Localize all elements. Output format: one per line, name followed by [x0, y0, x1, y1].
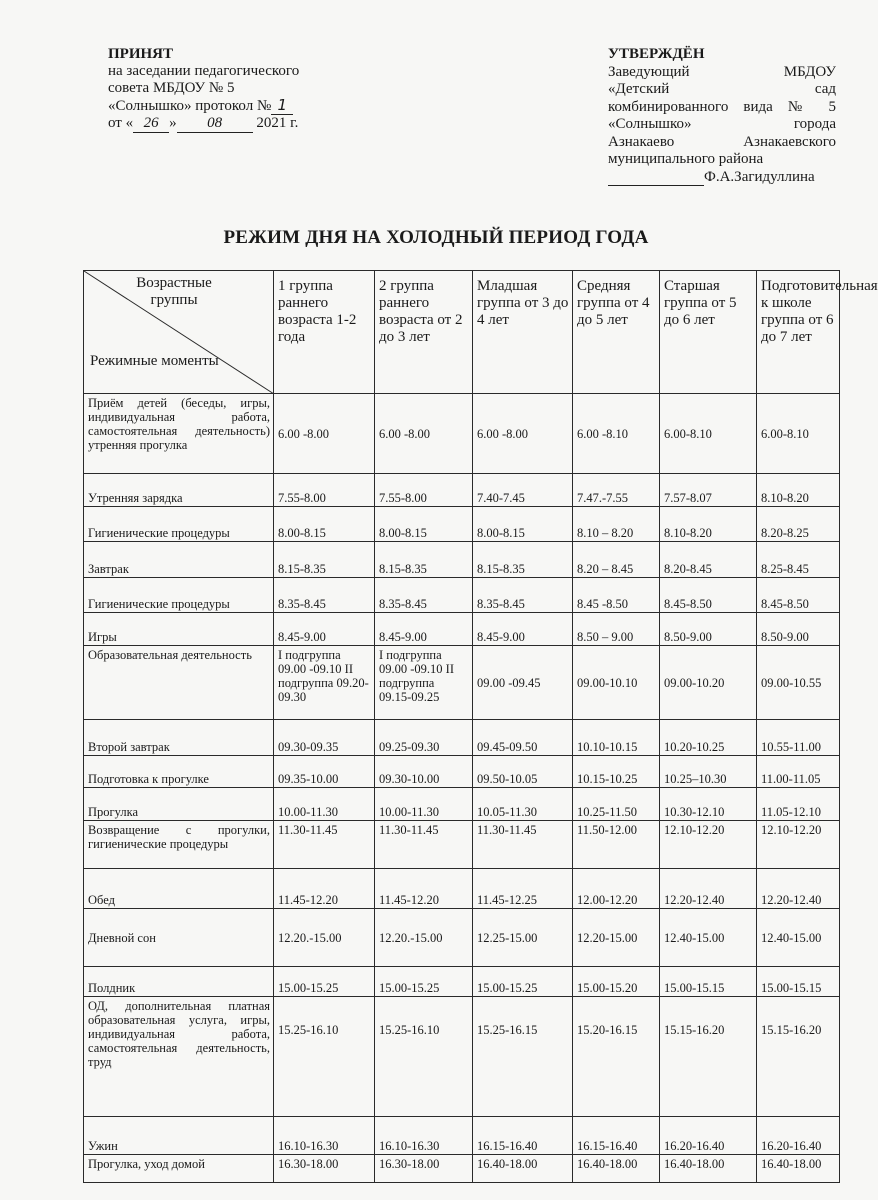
table-row: [84, 613, 840, 646]
activity-cell: ОД, дополнительная платная образовательная услуга, игры, индивидуальная работа, самостоятельная деятельность, труд: [84, 997, 274, 1117]
time-cell: 09.00-10.20: [660, 646, 757, 720]
table-row: [84, 756, 840, 788]
time-cell: 09.00 -09.45: [473, 646, 573, 720]
table-row: [84, 578, 840, 613]
approved-line-2: «Детский сад: [608, 81, 836, 97]
time-cell: I подгруппа 09.00 -09.10 II подгруппа 09.15-09.25: [375, 646, 473, 720]
time-cell: 12.25-15.00: [473, 909, 573, 967]
approved-line-3: комбинированного вида № 5: [608, 98, 836, 115]
table-row: [84, 967, 840, 997]
corner-top-label: Возрастные группы: [136, 275, 212, 308]
table-row: [84, 997, 840, 1117]
time-cell: 10.25-11.50: [573, 788, 660, 821]
time-cell: 10.20-10.25: [660, 720, 757, 756]
time-cell: 6.00 -8.00: [473, 394, 573, 474]
time-cell: 11.00-11.05: [757, 756, 840, 788]
time-cell: 16.10-16.30: [274, 1117, 375, 1155]
time-cell: 09.00-10.10: [573, 646, 660, 720]
time-cell: 7.47.-7.55: [573, 474, 660, 507]
table-header-row: [84, 271, 840, 394]
corner-bottom-label: Режимные моменты: [90, 353, 219, 369]
date-day: 26: [133, 115, 169, 133]
activity-cell: Завтрак: [84, 542, 274, 578]
page-title: РЕЖИМ ДНЯ НА ХОЛОДНЫЙ ПЕРИОД ГОДА: [223, 227, 649, 248]
time-cell: 6.00 -8.10: [573, 394, 660, 474]
time-cell: 10.10-10.15: [573, 720, 660, 756]
time-cell: 8.35-8.45: [473, 578, 573, 613]
time-cell: 12.20.-15.00: [375, 909, 473, 967]
activity-cell: Полдник: [84, 967, 274, 997]
time-cell: 11.45-12.25: [473, 869, 573, 909]
time-cell: 10.05-11.30: [473, 788, 573, 821]
time-cell: 10.15-10.25: [573, 756, 660, 788]
approved-line-1: Заведующий МБДОУ: [608, 63, 836, 80]
time-cell: 8.45-8.50: [660, 578, 757, 613]
activity-cell: Игры: [84, 613, 274, 646]
time-cell: 09.50-10.05: [473, 756, 573, 788]
corner-header-cell: [84, 271, 274, 394]
time-cell: 8.20-8.45: [660, 542, 757, 578]
time-cell: 10.30-12.10: [660, 788, 757, 821]
time-cell: 8.45-9.00: [274, 613, 375, 646]
activity-cell: Обед: [84, 869, 274, 909]
time-cell: 10.00-11.30: [375, 788, 473, 821]
approved-line-5: Азнакаево Азнакаевского: [608, 133, 836, 150]
time-cell: 6.00-8.10: [757, 394, 840, 474]
time-cell: 12.00-12.20: [573, 869, 660, 909]
time-cell: 8.00-8.15: [375, 507, 473, 542]
time-cell: 8.25-8.45: [757, 542, 840, 578]
time-cell: I подгруппа 09.00 -09.10 II подгруппа 09.20-09.30: [274, 646, 375, 720]
table-row: [84, 1155, 840, 1183]
time-cell: 12.20.-15.00: [274, 909, 375, 967]
time-cell: 15.15-16.20: [757, 997, 840, 1117]
activity-cell: Приём детей (беседы, игры, индивидуальная работа, самостоятельная деятельность) утренняя прогулка: [84, 394, 274, 474]
table-row: [84, 1117, 840, 1155]
time-cell: 11.45-12.20: [274, 869, 375, 909]
time-cell: 11.50-12.00: [573, 821, 660, 869]
time-cell: 7.40-7.45: [473, 474, 573, 507]
time-cell: 6.00 -8.00: [274, 394, 375, 474]
group-header: Подготовительная к школе группа от 6 до 7 лет: [757, 271, 840, 394]
time-cell: 8.50 – 9.00: [573, 613, 660, 646]
time-cell: 8.45-8.50: [757, 578, 840, 613]
time-cell: 15.00-15.25: [473, 967, 573, 997]
time-cell: 8.35-8.45: [375, 578, 473, 613]
time-cell: 8.10-8.20: [757, 474, 840, 507]
accepted-line-2: совета МБДОУ № 5: [108, 80, 235, 96]
approval-approved-block: [608, 46, 836, 186]
table-row: [84, 788, 840, 821]
time-cell: 09.30-10.00: [375, 756, 473, 788]
time-cell: 8.50-9.00: [660, 613, 757, 646]
group-header: 2 группа раннего возраста от 2 до 3 лет: [375, 271, 473, 394]
table-row: [84, 909, 840, 967]
table-row: [84, 542, 840, 578]
protocol-label: «Солнышко» протокол №: [108, 98, 272, 114]
group-header: Младшая группа от 3 до 4 лет: [473, 271, 573, 394]
time-cell: 16.15-16.40: [473, 1117, 573, 1155]
time-cell: 6.00-8.10: [660, 394, 757, 474]
time-cell: 16.20-16.40: [757, 1117, 840, 1155]
time-cell: 7.55-8.00: [375, 474, 473, 507]
activity-cell: Подготовка к прогулке: [84, 756, 274, 788]
time-cell: 10.55-11.00: [757, 720, 840, 756]
time-cell: 16.20-16.40: [660, 1117, 757, 1155]
activity-cell: Гигиенические процедуры: [84, 507, 274, 542]
time-cell: 16.40-18.00: [757, 1155, 840, 1183]
time-cell: 8.00-8.15: [274, 507, 375, 542]
approved-heading: УТВЕРЖДЁН: [608, 46, 705, 62]
activity-cell: Возвращение с прогулки, гигиенические процедуры: [84, 821, 274, 869]
time-cell: 09.30-09.35: [274, 720, 375, 756]
time-cell: 8.10-8.20: [660, 507, 757, 542]
time-cell: 10.25–10.30: [660, 756, 757, 788]
time-cell: 16.10-16.30: [375, 1117, 473, 1155]
table-row: [84, 646, 840, 720]
date-year: 2021 г.: [256, 115, 299, 131]
approved-line-4: «Солнышко» города: [608, 116, 836, 132]
time-cell: 16.40-18.00: [573, 1155, 660, 1183]
activity-cell: Второй завтрак: [84, 720, 274, 756]
time-cell: 15.00-15.15: [757, 967, 840, 997]
time-cell: 8.45-9.00: [473, 613, 573, 646]
time-cell: 8.15-8.35: [473, 542, 573, 578]
time-cell: 09.25-09.30: [375, 720, 473, 756]
approved-line-6: муниципального района: [608, 151, 764, 167]
time-cell: 8.35-8.45: [274, 578, 375, 613]
time-cell: 10.00-11.30: [274, 788, 375, 821]
time-cell: 15.20-16.15: [573, 997, 660, 1117]
time-cell: 11.30-11.45: [274, 821, 375, 869]
table-row: [84, 720, 840, 756]
signature-line: [608, 169, 836, 187]
time-cell: 16.30-18.00: [274, 1155, 375, 1183]
schedule-table: [83, 270, 878, 1183]
time-cell: 12.20-15.00: [573, 909, 660, 967]
time-cell: 6.00 -8.00: [375, 394, 473, 474]
time-cell: 16.40-18.00: [473, 1155, 573, 1183]
time-cell: 16.30-18.00: [375, 1155, 473, 1183]
date-prefix: от «: [108, 115, 134, 131]
time-cell: 12.20-12.40: [757, 869, 840, 909]
time-cell: 7.57-8.07: [660, 474, 757, 507]
activity-cell: Прогулка: [84, 788, 274, 821]
time-cell: 15.00-15.25: [375, 967, 473, 997]
table-row: [84, 474, 840, 507]
time-cell: 8.50-9.00: [757, 613, 840, 646]
time-cell: 8.45 -8.50: [573, 578, 660, 613]
time-cell: 15.25-16.10: [274, 997, 375, 1117]
table-row: [84, 394, 840, 474]
time-cell: 11.30-11.45: [375, 821, 473, 869]
time-cell: 15.00-15.25: [274, 967, 375, 997]
accepted-heading: ПРИНЯТ: [108, 46, 174, 62]
time-cell: 12.40-15.00: [757, 909, 840, 967]
activity-cell: Прогулка, уход домой: [84, 1155, 274, 1183]
time-cell: 15.15-16.20: [660, 997, 757, 1117]
time-cell: 8.00-8.15: [473, 507, 573, 542]
activity-cell: Утренняя зарядка: [84, 474, 274, 507]
time-cell: 8.20-8.25: [757, 507, 840, 542]
date-mid: »: [169, 115, 177, 131]
activity-cell: Дневной сон: [84, 909, 274, 967]
time-cell: 12.20-12.40: [660, 869, 757, 909]
table-row: [84, 869, 840, 909]
date-month: 08: [177, 115, 253, 133]
time-cell: 15.00-15.15: [660, 967, 757, 997]
time-cell: 16.40-18.00: [660, 1155, 757, 1183]
time-cell: 8.45-9.00: [375, 613, 473, 646]
activity-cell: Гигиенические процедуры: [84, 578, 274, 613]
signer-name: Ф.А.Загидуллина: [704, 168, 815, 185]
time-cell: 09.45-09.50: [473, 720, 573, 756]
time-cell: 15.25-16.10: [375, 997, 473, 1117]
activity-cell: Образовательная деятельность: [84, 646, 274, 720]
time-cell: 16.15-16.40: [573, 1117, 660, 1155]
activity-cell: Ужин: [84, 1117, 274, 1155]
group-header: Средняя группа от 4 до 5 лет: [573, 271, 660, 394]
group-header: 1 группа раннего возраста 1-2 года: [274, 271, 375, 394]
accepted-line-1: на заседании педагогического: [108, 63, 300, 79]
group-header: Старшая группа от 5 до 6 лет: [660, 271, 757, 394]
time-cell: 09.00-10.55: [757, 646, 840, 720]
time-cell: 8.20 – 8.45: [573, 542, 660, 578]
time-cell: 15.25-16.15: [473, 997, 573, 1117]
time-cell: 8.15-8.35: [375, 542, 473, 578]
protocol-number: 1: [271, 97, 293, 115]
signature-blank: [608, 171, 704, 186]
time-cell: 8.15-8.35: [274, 542, 375, 578]
time-cell: 8.10 – 8.20: [573, 507, 660, 542]
time-cell: 11.05-12.10: [757, 788, 840, 821]
accepted-date: [108, 115, 358, 133]
time-cell: 12.10-12.20: [660, 821, 757, 869]
time-cell: 15.00-15.20: [573, 967, 660, 997]
accepted-line-3: [108, 97, 358, 115]
time-cell: 12.10-12.20: [757, 821, 840, 869]
time-cell: 11.30-11.45: [473, 821, 573, 869]
time-cell: 7.55-8.00: [274, 474, 375, 507]
table-row: [84, 821, 840, 869]
time-cell: 11.45-12.20: [375, 869, 473, 909]
table-row: [84, 507, 840, 542]
time-cell: 12.40-15.00: [660, 909, 757, 967]
approval-accepted-block: [108, 46, 358, 133]
time-cell: 09.35-10.00: [274, 756, 375, 788]
